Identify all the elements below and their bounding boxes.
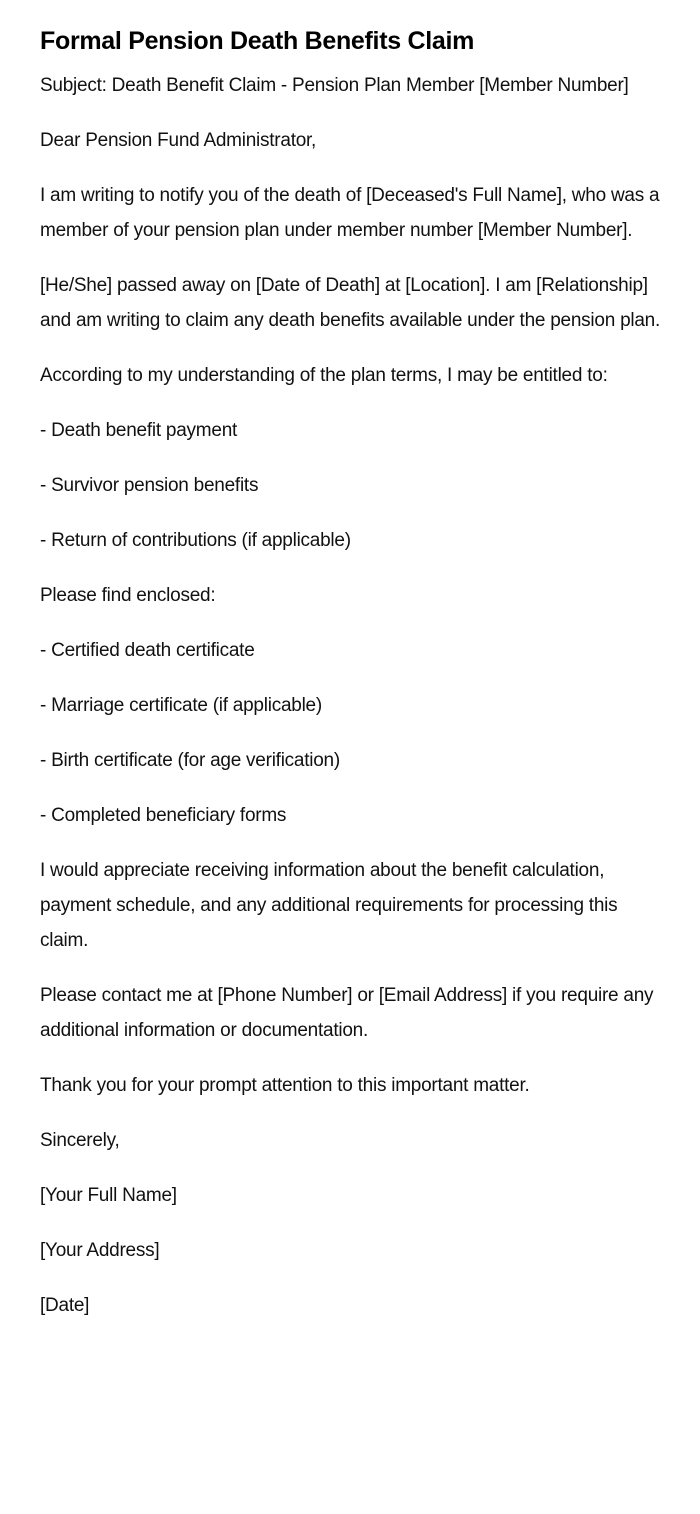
entitlement-item-death-benefit: - Death benefit payment	[40, 420, 238, 441]
signature-date: [Date]	[40, 1295, 90, 1316]
enclosures-intro: Please find enclosed:	[40, 585, 216, 606]
entitlement-item-survivor-pension: - Survivor pension benefits	[40, 475, 259, 496]
thank-you-paragraph: Thank you for your prompt attention to this important matter.	[40, 1075, 530, 1096]
information-request-paragraph: I would appreciate receiving information about the benefit calculation, payment schedule, and any additional requirements for processing this claim.	[40, 860, 618, 951]
notification-paragraph: I am writing to notify you of the death of [Deceased's Full Name], who was a member of your pension plan under member number [Member Number].	[40, 185, 660, 241]
enclosure-item-beneficiary-forms: - Completed beneficiary forms	[40, 805, 287, 826]
signature-name: [Your Full Name]	[40, 1185, 177, 1206]
salutation: Dear Pension Fund Administrator,	[40, 130, 317, 151]
death-details-paragraph: [He/She] passed away on [Date of Death] at [Location]. I am [Relationship] and am writing to claim any death benefits available under the pension plan.	[40, 275, 661, 331]
signature-address: [Your Address]	[40, 1240, 160, 1261]
enclosure-item-marriage-certificate: - Marriage certificate (if applicable)	[40, 695, 322, 716]
sign-off: Sincerely,	[40, 1130, 120, 1151]
entitlement-item-return-contributions: - Return of contributions (if applicable)	[40, 530, 351, 551]
document-title: Formal Pension Death Benefits Claim	[40, 27, 475, 55]
contact-paragraph: Please contact me at [Phone Number] or [Email Address] if you require any additional information or documentation.	[40, 985, 654, 1041]
enclosure-item-birth-certificate: - Birth certificate (for age verification)	[40, 750, 340, 771]
entitlement-intro: According to my understanding of the plan terms, I may be entitled to:	[40, 365, 608, 386]
enclosure-item-death-certificate: - Certified death certificate	[40, 640, 255, 661]
subject-line: Subject: Death Benefit Claim - Pension Plan Member [Member Number]	[40, 75, 629, 96]
